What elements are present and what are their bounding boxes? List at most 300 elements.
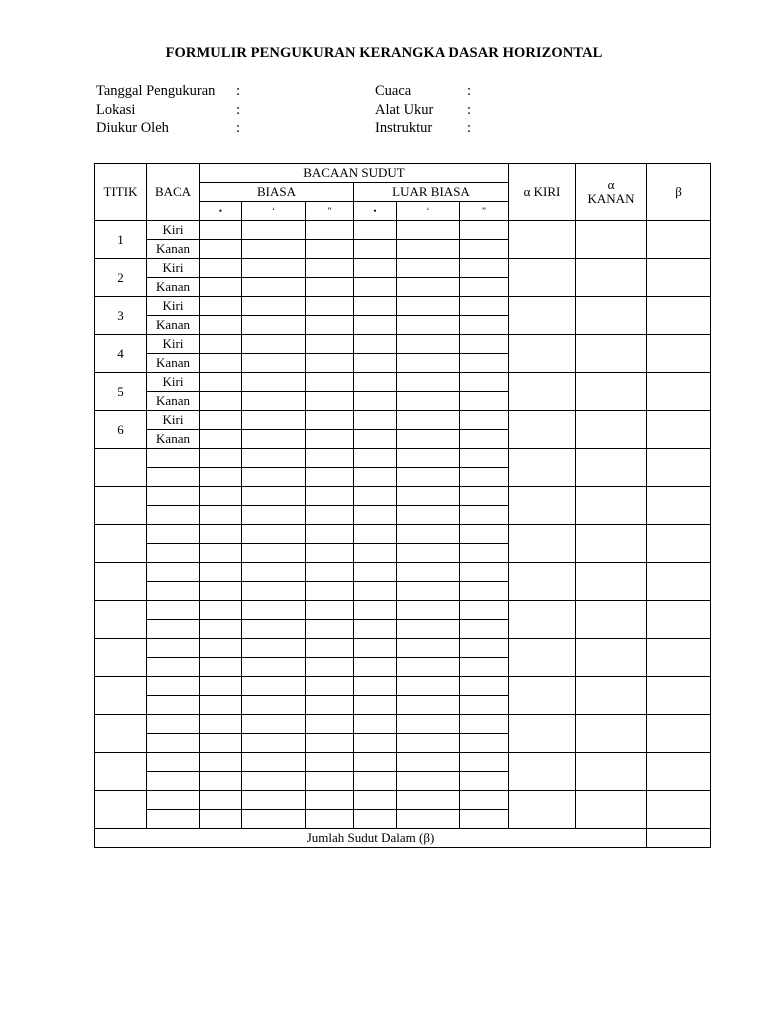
header-fields-right (375, 82, 471, 138)
angle-input-cell[interactable] (306, 335, 354, 354)
alpha-kiri-cell[interactable] (509, 335, 576, 373)
alpha-kanan-cell[interactable] (576, 753, 647, 791)
angle-input-cell[interactable] (460, 468, 509, 487)
field-lokasi (96, 101, 240, 120)
angle-input-cell[interactable] (397, 506, 460, 525)
angle-input-cell[interactable] (200, 715, 242, 734)
alpha-kiri-cell[interactable] (509, 411, 576, 449)
angle-input-cell[interactable] (460, 620, 509, 639)
angle-input-cell[interactable] (354, 316, 397, 335)
angle-input-cell[interactable] (200, 430, 242, 449)
angle-input-cell[interactable] (460, 335, 509, 354)
angle-input-cell[interactable] (242, 658, 306, 677)
alpha-kiri-cell[interactable] (509, 449, 576, 487)
alpha-kiri-cell[interactable] (509, 221, 576, 259)
alpha-kanan-cell[interactable] (576, 715, 647, 753)
angle-input-cell[interactable] (460, 791, 509, 810)
alpha-kanan-cell[interactable] (576, 601, 647, 639)
field-label: Diukur Oleh (96, 120, 169, 136)
alpha-kiri-cell[interactable] (509, 563, 576, 601)
angle-input-cell[interactable] (397, 772, 460, 791)
angle-input-cell[interactable] (306, 316, 354, 335)
angle-input-cell[interactable] (306, 791, 354, 810)
angle-input-cell[interactable] (306, 563, 354, 582)
titik-cell[interactable] (95, 601, 147, 639)
angle-input-cell[interactable] (354, 753, 397, 772)
angle-input-cell[interactable] (306, 677, 354, 696)
baca-cell[interactable] (147, 810, 200, 829)
angle-input-cell[interactable] (200, 753, 242, 772)
angle-input-cell[interactable] (200, 411, 242, 430)
angle-input-cell[interactable] (460, 525, 509, 544)
baca-cell[interactable] (147, 620, 200, 639)
angle-input-cell[interactable] (354, 772, 397, 791)
angle-input-cell[interactable] (460, 487, 509, 506)
angle-input-cell[interactable] (397, 582, 460, 601)
angle-input-cell[interactable] (200, 563, 242, 582)
angle-input-cell[interactable] (354, 810, 397, 829)
alpha-kiri-cell[interactable] (509, 373, 576, 411)
angle-input-cell[interactable] (460, 810, 509, 829)
angle-input-cell[interactable] (397, 601, 460, 620)
angle-input-cell[interactable] (242, 620, 306, 639)
angle-input-cell[interactable] (306, 487, 354, 506)
angle-input-cell[interactable] (397, 468, 460, 487)
angle-input-cell[interactable] (354, 734, 397, 753)
angle-input-cell[interactable] (397, 544, 460, 563)
angle-input-cell[interactable] (200, 335, 242, 354)
angle-input-cell[interactable] (460, 449, 509, 468)
angle-input-cell[interactable] (306, 620, 354, 639)
header-bacaan-sudut: BACAAN SUDUT (200, 164, 509, 183)
angle-input-cell[interactable] (242, 240, 306, 259)
baca-cell[interactable] (147, 639, 200, 658)
titik-cell[interactable] (95, 563, 147, 601)
alpha-kiri-cell[interactable] (509, 525, 576, 563)
beta-cell[interactable] (647, 753, 711, 791)
beta-cell[interactable] (647, 487, 711, 525)
angle-input-cell[interactable] (200, 373, 242, 392)
angle-input-cell[interactable] (354, 563, 397, 582)
alpha-kiri-cell[interactable] (509, 487, 576, 525)
angle-input-cell[interactable] (354, 354, 397, 373)
field-label: Lokasi (96, 101, 136, 118)
angle-input-cell[interactable] (354, 259, 397, 278)
angle-input-cell[interactable] (397, 430, 460, 449)
baca-cell: Kanan (147, 354, 200, 373)
angle-input-cell[interactable] (354, 468, 397, 487)
angle-input-cell[interactable] (306, 221, 354, 240)
baca-cell[interactable] (147, 506, 200, 525)
alpha-kanan-cell[interactable] (576, 335, 647, 373)
angle-input-cell[interactable] (200, 221, 242, 240)
angle-input-cell[interactable] (242, 221, 306, 240)
angle-input-cell[interactable] (354, 544, 397, 563)
angle-input-cell[interactable] (242, 525, 306, 544)
titik-cell[interactable] (95, 791, 147, 829)
table-row (95, 259, 711, 278)
angle-input-cell[interactable] (200, 696, 242, 715)
angle-input-cell[interactable] (200, 240, 242, 259)
angle-input-cell[interactable] (306, 430, 354, 449)
alpha-kiri-cell[interactable] (509, 639, 576, 677)
angle-input-cell[interactable] (460, 373, 509, 392)
alpha-kanan-cell[interactable] (576, 791, 647, 829)
baca-cell[interactable] (147, 449, 200, 468)
titik-cell[interactable] (95, 639, 147, 677)
titik-cell[interactable] (95, 449, 147, 487)
beta-cell[interactable] (647, 259, 711, 297)
header-titik: TITIK (95, 164, 147, 221)
beta-cell[interactable] (647, 563, 711, 601)
angle-input-cell[interactable] (397, 354, 460, 373)
angle-input-cell[interactable] (242, 734, 306, 753)
angle-input-cell[interactable] (460, 506, 509, 525)
alpha-kanan-cell[interactable] (576, 449, 647, 487)
angle-input-cell[interactable] (200, 658, 242, 677)
angle-input-cell[interactable] (354, 430, 397, 449)
angle-input-cell[interactable] (306, 506, 354, 525)
angle-input-cell[interactable] (354, 487, 397, 506)
angle-input-cell[interactable] (242, 544, 306, 563)
angle-input-cell[interactable] (397, 373, 460, 392)
angle-input-cell[interactable] (397, 487, 460, 506)
angle-input-cell[interactable] (242, 506, 306, 525)
angle-input-cell[interactable] (242, 791, 306, 810)
beta-cell[interactable] (647, 791, 711, 829)
table-row (95, 487, 711, 506)
angle-input-cell[interactable] (200, 468, 242, 487)
angle-input-cell[interactable] (242, 563, 306, 582)
angle-input-cell[interactable] (306, 696, 354, 715)
angle-input-cell[interactable] (397, 392, 460, 411)
angle-input-cell[interactable] (242, 810, 306, 829)
alpha-kiri-cell[interactable] (509, 259, 576, 297)
beta-cell[interactable] (647, 601, 711, 639)
table-row (95, 411, 711, 430)
angle-input-cell[interactable] (354, 449, 397, 468)
angle-input-cell[interactable] (306, 544, 354, 563)
angle-input-cell[interactable] (242, 316, 306, 335)
angle-input-cell[interactable] (460, 658, 509, 677)
angle-input-cell[interactable] (306, 297, 354, 316)
angle-input-cell[interactable] (397, 278, 460, 297)
angle-input-cell[interactable] (397, 563, 460, 582)
angle-input-cell[interactable] (397, 240, 460, 259)
alpha-kanan-cell[interactable] (576, 563, 647, 601)
table-row (95, 525, 711, 544)
angle-input-cell[interactable] (200, 772, 242, 791)
angle-input-cell[interactable] (397, 335, 460, 354)
angle-input-cell[interactable] (306, 772, 354, 791)
angle-input-cell[interactable] (200, 791, 242, 810)
angle-input-cell[interactable] (306, 639, 354, 658)
angle-input-cell[interactable] (460, 316, 509, 335)
angle-input-cell[interactable] (354, 221, 397, 240)
beta-cell[interactable] (647, 411, 711, 449)
angle-input-cell[interactable] (306, 734, 354, 753)
angle-input-cell[interactable] (242, 582, 306, 601)
angle-input-cell[interactable] (200, 810, 242, 829)
baca-cell[interactable] (147, 582, 200, 601)
angle-input-cell[interactable] (354, 696, 397, 715)
angle-input-cell[interactable] (354, 411, 397, 430)
beta-cell[interactable] (647, 297, 711, 335)
field-tanggal (96, 82, 240, 101)
angle-input-cell[interactable] (242, 772, 306, 791)
angle-input-cell[interactable] (354, 639, 397, 658)
angle-input-cell[interactable] (397, 753, 460, 772)
unit-degree: • (200, 202, 242, 221)
angle-input-cell[interactable] (354, 677, 397, 696)
angle-input-cell[interactable] (460, 734, 509, 753)
angle-input-cell[interactable] (242, 278, 306, 297)
baca-cell[interactable] (147, 487, 200, 506)
baca-cell[interactable] (147, 658, 200, 677)
angle-input-cell[interactable] (242, 753, 306, 772)
beta-cell[interactable] (647, 449, 711, 487)
angle-input-cell[interactable] (354, 392, 397, 411)
angle-input-cell[interactable] (242, 354, 306, 373)
beta-cell[interactable] (647, 677, 711, 715)
alpha-kiri-cell[interactable] (509, 753, 576, 791)
unit-minute: ‘ (397, 202, 460, 221)
angle-input-cell[interactable] (306, 810, 354, 829)
angle-input-cell[interactable] (354, 525, 397, 544)
beta-cell[interactable] (647, 221, 711, 259)
angle-input-cell[interactable] (397, 297, 460, 316)
field-colon: : (467, 83, 472, 99)
angle-input-cell[interactable] (200, 354, 242, 373)
titik-cell[interactable] (95, 525, 147, 563)
angle-input-cell[interactable] (306, 753, 354, 772)
baca-cell[interactable] (147, 544, 200, 563)
angle-input-cell[interactable] (397, 810, 460, 829)
angle-input-cell[interactable] (460, 715, 509, 734)
angle-input-cell[interactable] (306, 468, 354, 487)
alpha-kanan-cell[interactable] (576, 525, 647, 563)
titik-cell[interactable] (95, 715, 147, 753)
angle-input-cell[interactable] (354, 373, 397, 392)
angle-input-cell[interactable] (460, 430, 509, 449)
angle-input-cell[interactable] (306, 392, 354, 411)
alpha-kanan-cell[interactable] (576, 487, 647, 525)
angle-input-cell[interactable] (200, 297, 242, 316)
footer-row (95, 829, 711, 848)
angle-input-cell[interactable] (460, 696, 509, 715)
angle-input-cell[interactable] (397, 221, 460, 240)
angle-input-cell[interactable] (460, 392, 509, 411)
angle-input-cell[interactable] (460, 601, 509, 620)
alpha-kiri-cell[interactable] (509, 601, 576, 639)
angle-input-cell[interactable] (460, 639, 509, 658)
beta-cell[interactable] (647, 525, 711, 563)
table-row (95, 449, 711, 468)
angle-input-cell[interactable] (242, 601, 306, 620)
angle-input-cell[interactable] (397, 620, 460, 639)
angle-input-cell[interactable] (397, 449, 460, 468)
angle-input-cell[interactable] (242, 297, 306, 316)
table-row (95, 601, 711, 620)
angle-input-cell[interactable] (306, 354, 354, 373)
angle-input-cell[interactable] (460, 221, 509, 240)
baca-cell[interactable] (147, 563, 200, 582)
alpha-kanan-cell[interactable] (576, 297, 647, 335)
angle-input-cell[interactable] (242, 715, 306, 734)
angle-input-cell[interactable] (200, 677, 242, 696)
angle-input-cell[interactable] (200, 278, 242, 297)
baca-cell: Kiri (147, 259, 200, 278)
titik-cell[interactable] (95, 753, 147, 791)
angle-input-cell[interactable] (397, 715, 460, 734)
baca-cell[interactable] (147, 772, 200, 791)
angle-input-cell[interactable] (306, 240, 354, 259)
angle-input-cell[interactable] (200, 449, 242, 468)
angle-input-cell[interactable] (306, 449, 354, 468)
alpha-kanan-cell[interactable] (576, 677, 647, 715)
angle-input-cell[interactable] (354, 715, 397, 734)
angle-input-cell[interactable] (306, 259, 354, 278)
baca-cell[interactable] (147, 791, 200, 810)
angle-input-cell[interactable] (242, 373, 306, 392)
baca-cell[interactable] (147, 734, 200, 753)
angle-input-cell[interactable] (354, 620, 397, 639)
beta-cell[interactable] (647, 715, 711, 753)
angle-input-cell[interactable] (460, 297, 509, 316)
angle-input-cell[interactable] (242, 696, 306, 715)
angle-input-cell[interactable] (460, 677, 509, 696)
angle-input-cell[interactable] (460, 278, 509, 297)
baca-cell[interactable] (147, 696, 200, 715)
beta-cell[interactable] (647, 373, 711, 411)
angle-input-cell[interactable] (397, 658, 460, 677)
angle-input-cell[interactable] (397, 259, 460, 278)
angle-input-cell[interactable] (200, 506, 242, 525)
angle-input-cell[interactable] (460, 582, 509, 601)
table-row (95, 563, 711, 582)
angle-input-cell[interactable] (306, 658, 354, 677)
angle-input-cell[interactable] (354, 506, 397, 525)
angle-input-cell[interactable] (200, 601, 242, 620)
angle-input-cell[interactable] (200, 316, 242, 335)
angle-input-cell[interactable] (306, 601, 354, 620)
angle-input-cell[interactable] (354, 791, 397, 810)
baca-cell: Kanan (147, 316, 200, 335)
alpha-kanan-cell[interactable] (576, 639, 647, 677)
angle-input-cell[interactable] (200, 525, 242, 544)
titik-cell[interactable] (95, 487, 147, 525)
angle-input-cell[interactable] (354, 278, 397, 297)
angle-input-cell[interactable] (242, 392, 306, 411)
angle-input-cell[interactable] (306, 278, 354, 297)
angle-input-cell[interactable] (200, 259, 242, 278)
alpha-kanan-cell[interactable] (576, 221, 647, 259)
angle-input-cell[interactable] (200, 544, 242, 563)
angle-input-cell[interactable] (242, 411, 306, 430)
titik-cell: 5 (95, 373, 147, 411)
angle-input-cell[interactable] (354, 658, 397, 677)
angle-input-cell[interactable] (460, 411, 509, 430)
angle-input-cell[interactable] (397, 677, 460, 696)
angle-input-cell[interactable] (460, 563, 509, 582)
angle-input-cell[interactable] (200, 620, 242, 639)
angle-input-cell[interactable] (242, 487, 306, 506)
angle-input-cell[interactable] (306, 411, 354, 430)
baca-cell[interactable] (147, 601, 200, 620)
angle-input-cell[interactable] (397, 316, 460, 335)
angle-input-cell[interactable] (242, 449, 306, 468)
angle-input-cell[interactable] (460, 240, 509, 259)
field-label: Cuaca (375, 83, 412, 99)
angle-input-cell[interactable] (397, 411, 460, 430)
angle-input-cell[interactable] (200, 392, 242, 411)
angle-input-cell[interactable] (460, 259, 509, 278)
angle-input-cell[interactable] (200, 734, 242, 753)
baca-cell[interactable] (147, 468, 200, 487)
unit-second: ” (306, 202, 354, 221)
table-row (95, 221, 711, 240)
angle-input-cell[interactable] (242, 335, 306, 354)
angle-input-cell[interactable] (306, 525, 354, 544)
beta-cell[interactable] (647, 639, 711, 677)
angle-input-cell[interactable] (397, 734, 460, 753)
angle-input-cell[interactable] (242, 430, 306, 449)
baca-cell: Kiri (147, 335, 200, 354)
angle-input-cell[interactable] (397, 639, 460, 658)
angle-input-cell[interactable] (354, 297, 397, 316)
alpha-kiri-cell[interactable] (509, 715, 576, 753)
alpha-kanan-cell[interactable] (576, 259, 647, 297)
angle-input-cell[interactable] (460, 772, 509, 791)
angle-input-cell[interactable] (460, 753, 509, 772)
angle-input-cell[interactable] (460, 544, 509, 563)
titik-cell[interactable] (95, 677, 147, 715)
angle-input-cell[interactable] (200, 582, 242, 601)
baca-cell[interactable] (147, 677, 200, 696)
angle-input-cell[interactable] (306, 373, 354, 392)
angle-input-cell[interactable] (242, 468, 306, 487)
angle-input-cell[interactable] (200, 487, 242, 506)
angle-input-cell[interactable] (397, 696, 460, 715)
angle-input-cell[interactable] (397, 791, 460, 810)
angle-input-cell[interactable] (460, 354, 509, 373)
angle-input-cell[interactable] (354, 601, 397, 620)
beta-cell[interactable] (647, 335, 711, 373)
field-label: Tanggal Pengukuran (96, 83, 216, 99)
angle-input-cell[interactable] (242, 259, 306, 278)
kanan-label: KANAN (587, 191, 635, 206)
beta-total-cell[interactable] (647, 829, 711, 848)
angle-input-cell[interactable] (354, 582, 397, 601)
titik-cell: 3 (95, 297, 147, 335)
alpha-kiri-cell[interactable] (509, 791, 576, 829)
alpha-kanan-cell[interactable] (576, 411, 647, 449)
baca-cell[interactable] (147, 753, 200, 772)
angle-input-cell[interactable] (306, 582, 354, 601)
angle-input-cell[interactable] (354, 240, 397, 259)
angle-input-cell[interactable] (242, 677, 306, 696)
angle-input-cell[interactable] (354, 335, 397, 354)
angle-input-cell[interactable] (242, 639, 306, 658)
angle-input-cell[interactable] (397, 525, 460, 544)
alpha-kiri-cell[interactable] (509, 677, 576, 715)
alpha-kanan-cell[interactable] (576, 373, 647, 411)
baca-cell[interactable] (147, 525, 200, 544)
angle-input-cell[interactable] (200, 639, 242, 658)
angle-input-cell[interactable] (306, 715, 354, 734)
alpha-kiri-cell[interactable] (509, 297, 576, 335)
baca-cell[interactable] (147, 715, 200, 734)
